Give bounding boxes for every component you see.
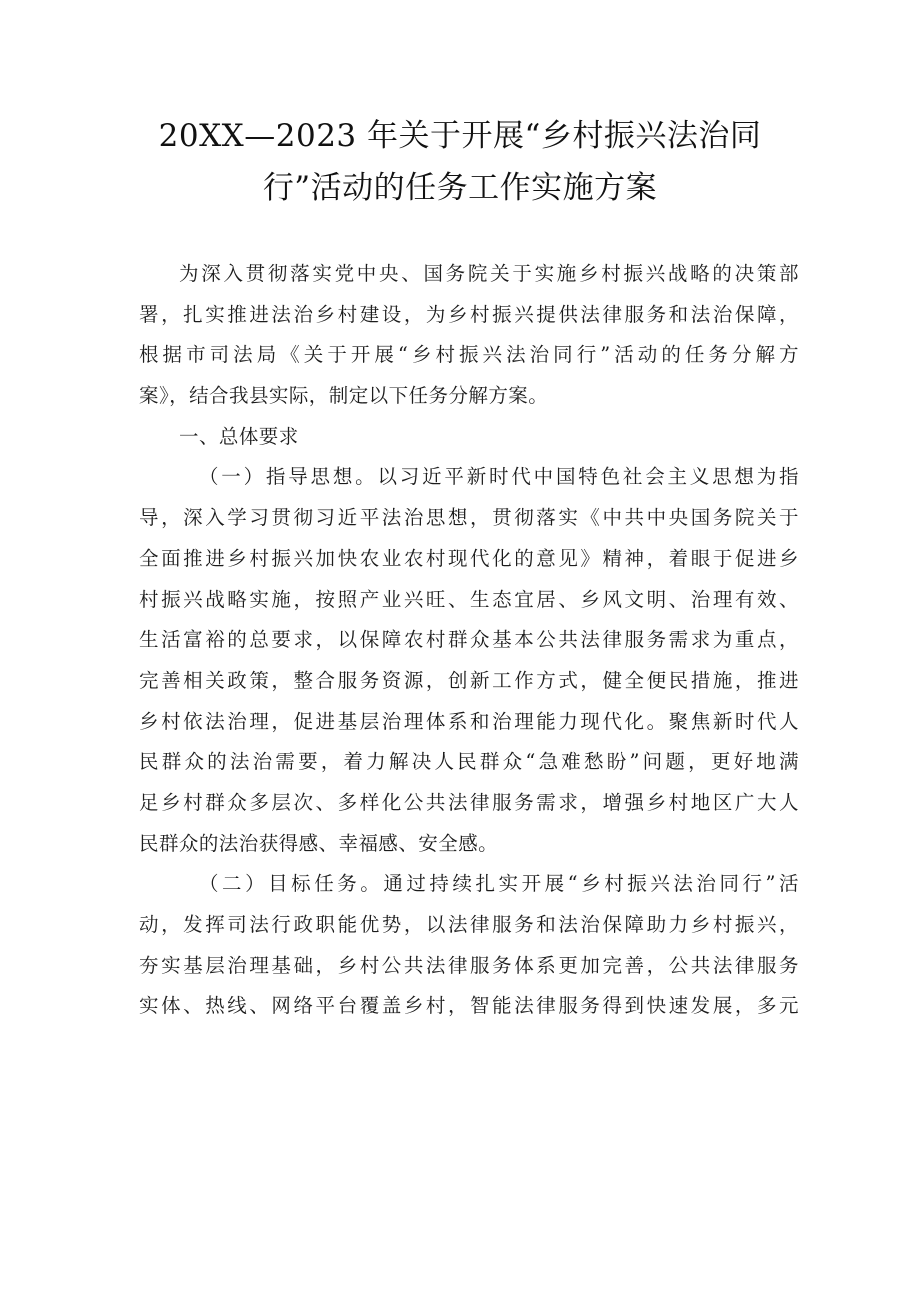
paragraph-line: 足乡村群众多层次、多样化公共法律服务需求，增强乡村地区广大人: [139, 790, 799, 814]
paragraph-line: 案》，结合我县实际，制定以下任务分解方案。: [139, 384, 549, 408]
title-line-1: 20XX—2023 年关于开展“乡村振兴法治同: [158, 118, 762, 154]
paragraph-line: 夯实基层治理基础，乡村公共法律服务体系更加完善，公共法律服务: [139, 953, 799, 977]
paragraph-line: 完善相关政策，整合服务资源，创新工作方式，健全便民措施，推进: [139, 668, 799, 692]
paragraph-line: 署，扎实推进法治乡村建设，为乡村振兴提供法律服务和法治保障，: [139, 302, 799, 326]
document-title: [130, 110, 790, 214]
paragraph-line: 生活富裕的总要求，以保障农村群众基本公共法律服务需求为重点，: [139, 628, 799, 652]
paragraph-line: 民群众的法治获得感、幸福感、安全感。: [139, 831, 499, 855]
paragraph-line: 全面推进乡村振兴加快农业农村现代化的意见》精神，着眼于促进乡: [139, 546, 799, 570]
paragraph-line: 动，发挥司法行政职能优势，以法律服务和法治保障助力乡村振兴，: [139, 913, 799, 936]
paragraph-line: 乡村依法治理，促进基层治理体系和治理能力现代化。聚焦新时代人: [139, 709, 799, 733]
document-body: [139, 254, 799, 1027]
paragraph-line: 为深入贯彻落实党中央、国务院关于实施乡村振兴战略的决策部: [179, 262, 799, 285]
paragraph-line: （二）目标任务。通过持续扎实开展“乡村振兴法治同行”活: [199, 872, 799, 896]
paragraph-line: 民群众的法治需要，着力解决人民群众“急难愁盼”问题，更好地满: [139, 750, 799, 774]
title-line-2: 行”活动的任务工作实施方案: [262, 170, 658, 206]
paragraph-line: （一）指导思想。以习近平新时代中国特色社会主义思想为指: [199, 465, 799, 489]
paragraph-line: 根据市司法局《关于开展“乡村振兴法治同行”活动的任务分解方: [139, 343, 799, 367]
paragraph-line: 实体、热线、网络平台覆盖乡村，智能法律服务得到快速发展，多元: [139, 994, 799, 1018]
paragraph-line: 村振兴战略实施，按照产业兴旺、生态宜居、乡风文明、治理有效、: [139, 587, 799, 611]
paragraph-line: 导，深入学习贯彻习近平法治思想，贯彻落实《中共中央国务院关于: [139, 506, 799, 530]
section-heading: 一、总体要求: [179, 424, 299, 448]
